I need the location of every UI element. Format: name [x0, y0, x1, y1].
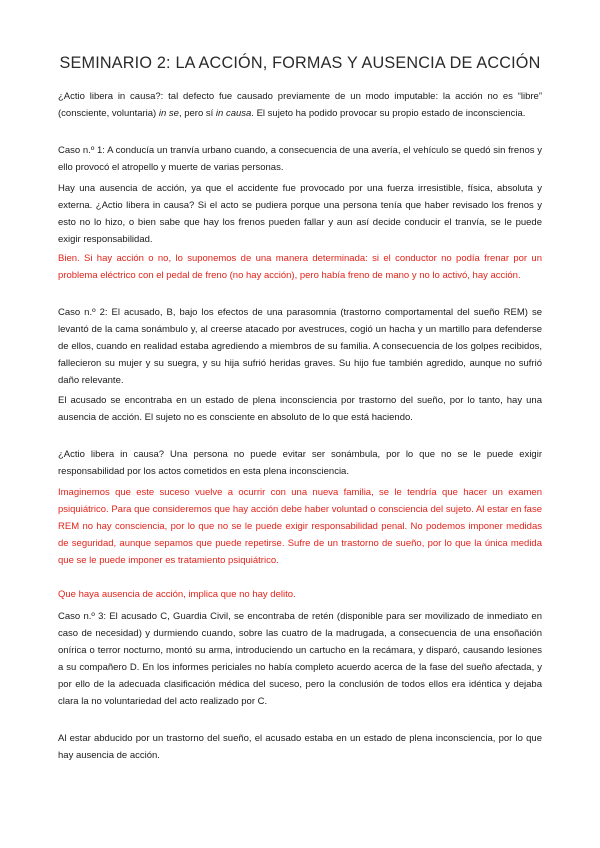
case-2-teacher-note: Imaginemos que este suceso vuelve a ocurrir con una nueva familia, se le tendría que hacer un examen psiquiátrico. Para que consideremos que hay acción debe haber voluntad o consciencia del sujeto. Al estar en fase REM no hay consciencia, por lo que no se le puede exigir responsabilidad penal. No podemos imponer medidas de seguridad, aunque sepamos que puede repetirse. Sufre de un trastorno de sueño, por lo que la única medida que se le puede imponer es tratamiento psiquiátrico.	[58, 487, 542, 566]
case-2-conclusion: Que haya ausencia de acción, implica que no hay delito.	[58, 589, 296, 600]
case-2-answer-2: ¿Actio libera in causa? Una persona no puede evitar ser sonámbula, por lo que no se le puede exigir responsabilidad por los actos cometidos en esta plena inconsciencia.	[58, 449, 542, 477]
case-1-statement: Caso n.º 1: A conducía un tranvía urbano cuando, a consecuencia de una avería, el vehículo se quedó sin frenos y ello provocó el atropello y muerte de varias personas.	[58, 145, 542, 173]
case-3-statement: Caso n.º 3: El acusado C, Guardia Civil, se encontraba de retén (disponible para ser movilizado de inmediato en caso de necesidad) y durmiendo cuando, sobre las cuatro de la madrugada, a consecuencia de una ensoñación onírica o terror nocturno, montó su arma, introduciendo un cartucho en la recámara, y disparó, causando lesiones a su compañero D. En los informes periciales no había completo acuerdo acerca de la fase del sueño afectada, y por ello de la adecuada clasificación médica del suceso, pero la conclusión de todos ellos era idéntica y dejaba clara la no voluntariedad del acto realizado por C.	[58, 611, 542, 707]
case-2-answer-1: El acusado se encontraba en un estado de plena inconsciencia por trastorno del sueño, por lo tanto, hay una ausencia de acción. El sujeto no es consciente en absoluto de lo que está haciendo.	[58, 395, 542, 423]
case-1-answer: Hay una ausencia de acción, ya que el accidente fue provocado por una fuerza irresistible, física, absoluta y externa. ¿Actio libera in causa? Si el acto se pudiera porque una persona tenía que haber revisado los frenos y esto no lo hizo, o bien sabe que hay los frenos pueden fallar y aun así decide conducir el tranvía, se le puede exigir responsabilidad.	[58, 183, 542, 245]
intro-emphasis: in se	[158, 108, 179, 119]
intro-paragraph	[58, 88, 542, 122]
intro-text: . El sujeto ha podido provocar su propio estado de inconsciencia.	[251, 108, 526, 119]
case-3-answer: Al estar abducido por un trastorno del sueño, el acusado estaba en un estado de plena inconsciencia, por lo que hay ausencia de acción.	[58, 733, 542, 761]
intro-text: , pero sí	[178, 108, 216, 119]
case-1-teacher-note: Bien. Si hay acción o no, lo suponemos de una manera determinada: si el conductor no podía frenar por un problema eléctrico con el pedal de freno (no hay acción), pero había freno de mano y no lo activó, hay acción.	[58, 253, 542, 281]
intro-text: ¿Actio libera in causa?: tal defecto fue causado previamente de un modo imputable: la acción no es “libre” (consciente, voluntaria)	[58, 91, 542, 119]
intro-emphasis: in causa	[215, 108, 252, 119]
page-title: SEMINARIO 2: LA ACCIÓN, FORMAS Y AUSENCIA DE ACCIÓN	[59, 54, 541, 72]
case-2-statement: Caso n.º 2: El acusado, B, bajo los efectos de una parasomnia (trastorno comportamental del sueño REM) se levantó de la cama sonámbulo y, al creerse atacado por avestruces, cogió un hacha y un martillo para defenderse de ellos, cuando en realidad estaba agrediendo a miembros de su familia. A consecuencia de los golpes recibidos, fallecieron su mujer y su suegra, y su hija sufrió heridas graves. Su hijo fue también agredido, aunque no sufrió daño relevante.	[58, 307, 542, 386]
